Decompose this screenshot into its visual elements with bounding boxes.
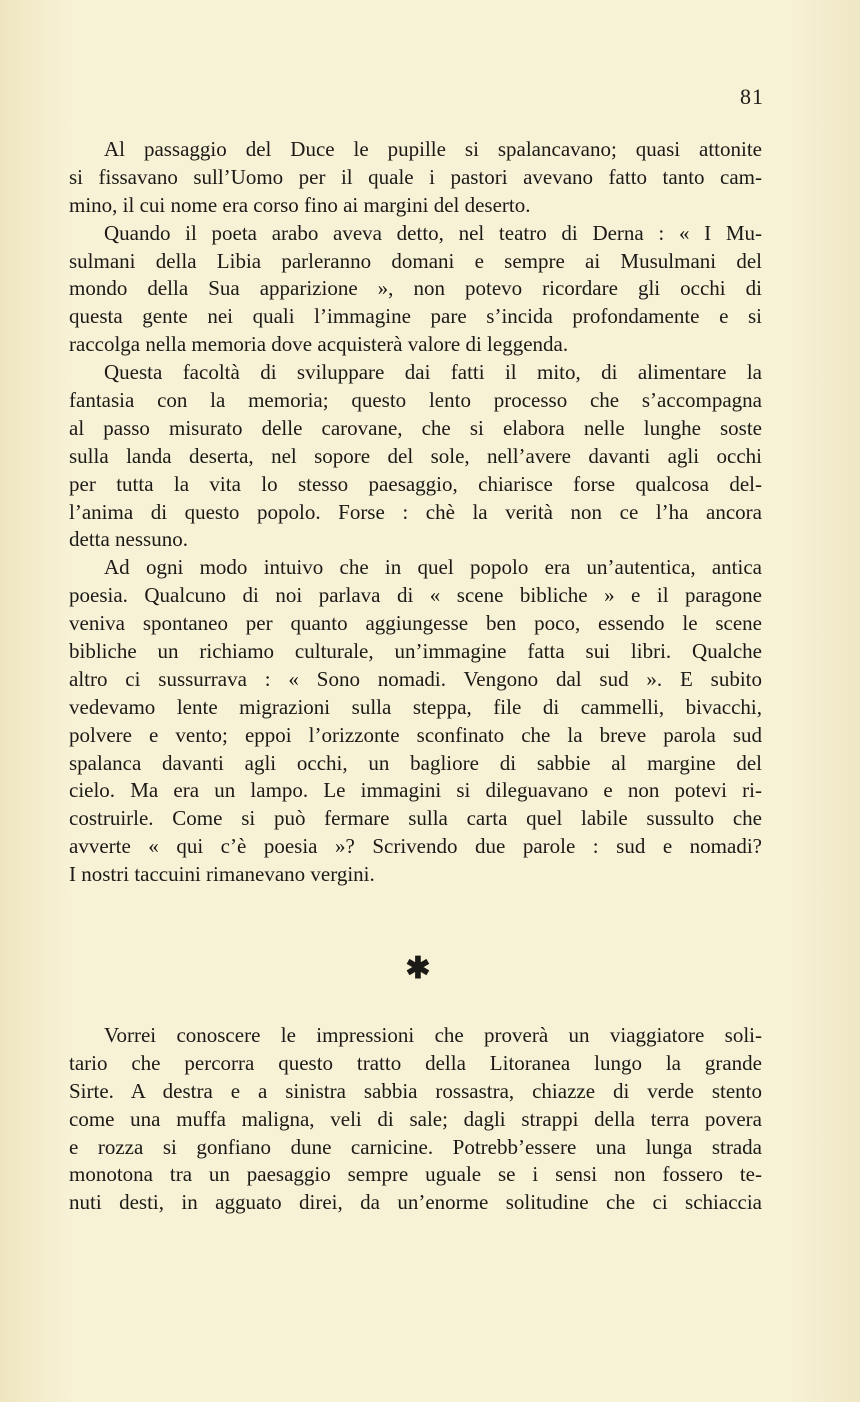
text-line: altro ci sussurrava : « Sono nomadi. Vengono dal sud ». E subito (69, 666, 762, 691)
text-line: si fissavano sull’Uomo per il quale i pastori avevano fatto tanto cam- (69, 164, 762, 189)
text-line: al passo misurato delle carovane, che si elabora nelle lunghe soste (69, 415, 762, 440)
text-line: l’anima di questo popolo. Forse : chè la verità non ce l’ha ancora (69, 499, 762, 524)
text-line: bibliche un richiamo culturale, un’immagine fatta sui libri. Qualche (69, 639, 762, 664)
text-line: sulmani della Libia parleranno domani e sempre ai Musulmani del (69, 248, 762, 273)
text-line: sulla landa deserta, nel sopore del sole, nell’avere davanti agli occhi (69, 443, 762, 468)
text-line: costruirle. Come si può fermare sulla carta quel labile sussulto che (69, 806, 762, 831)
text-line: tario che percorra questo tratto della Litoranea lungo la grande (69, 1050, 762, 1075)
page-number: 81 (740, 84, 764, 109)
text-line: Questa facoltà di sviluppare dai fatti il mito, di alimentare la (104, 360, 762, 385)
text-line: Sirte. A destra e a sinistra sabbia rossastra, chiazze di verde stento (69, 1078, 762, 1103)
text-line: Ad ogni modo intuivo che in quel popolo era un’autentica, antica (104, 555, 762, 580)
text-line: I nostri taccuini rimanevano vergini. (69, 862, 375, 887)
text-line: vedevamo lente migrazioni sulla steppa, file di cammelli, bivacchi, (69, 694, 762, 719)
text-line: Quando il poeta arabo aveva detto, nel teatro di Derna : « I Mu- (104, 220, 762, 245)
text-line: cielo. Ma era un lampo. Le immagini si dileguavano e non potevi ri- (69, 778, 762, 803)
text-line: mondo della Sua apparizione », non potevo ricordare gli occhi di (69, 276, 762, 301)
text-line: raccolga nella memoria dove acquisterà valore di leggenda. (69, 332, 569, 357)
text-section-1 (69, 136, 762, 889)
text-line: mino, il cui nome era corso fino ai margini del deserto. (69, 192, 531, 217)
text-line: spalanca davanti agli occhi, un bagliore di sabbie al margine del (69, 750, 762, 775)
text-line: nuti desti, in agguato direi, da un’enorme solitudine che ci schiaccia (69, 1190, 762, 1215)
text-line: Vorrei conoscere le impressioni che proverà un viaggiatore soli- (104, 1023, 762, 1047)
section-separator (0, 954, 860, 984)
text-line: polvere e vento; eppoi l’orizzonte sconfinato che la breve parola sud (69, 722, 762, 747)
text-line: veniva spontaneo per quanto aggiungesse ben poco, essendo le scene (69, 611, 762, 636)
text-line: poesia. Qualcuno di noi parlava di « scene bibliche » e il paragone (69, 583, 762, 608)
text-line: fantasia con la memoria; questo lento processo che s’accompagna (69, 388, 762, 413)
text-line: monotona tra un paesaggio sempre uguale se i sensi non fossero te- (69, 1162, 762, 1187)
text-section-2 (69, 1022, 762, 1217)
text-line: come una muffa maligna, veli di sale; dagli strappi della terra povera (69, 1106, 762, 1131)
text-line: e rozza si gonfiano dune carnicine. Potrebb’essere una lunga strada (69, 1134, 762, 1159)
text-line: avverte « qui c’è poesia »? Scrivendo due parole : sud e nomadi? (69, 834, 762, 859)
text-line: questa gente nei quali l’immagine pare s’incida profondamente e si (69, 304, 762, 329)
text-line: detta nessuno. (69, 527, 188, 552)
text-line: per tutta la vita lo stesso paesaggio, chiarisce forse qualcosa del- (69, 471, 762, 496)
asterisk-separator-icon: ✱ (405, 952, 431, 985)
text-line: Al passaggio del Duce le pupille si spalancavano; quasi attonite (104, 137, 762, 161)
